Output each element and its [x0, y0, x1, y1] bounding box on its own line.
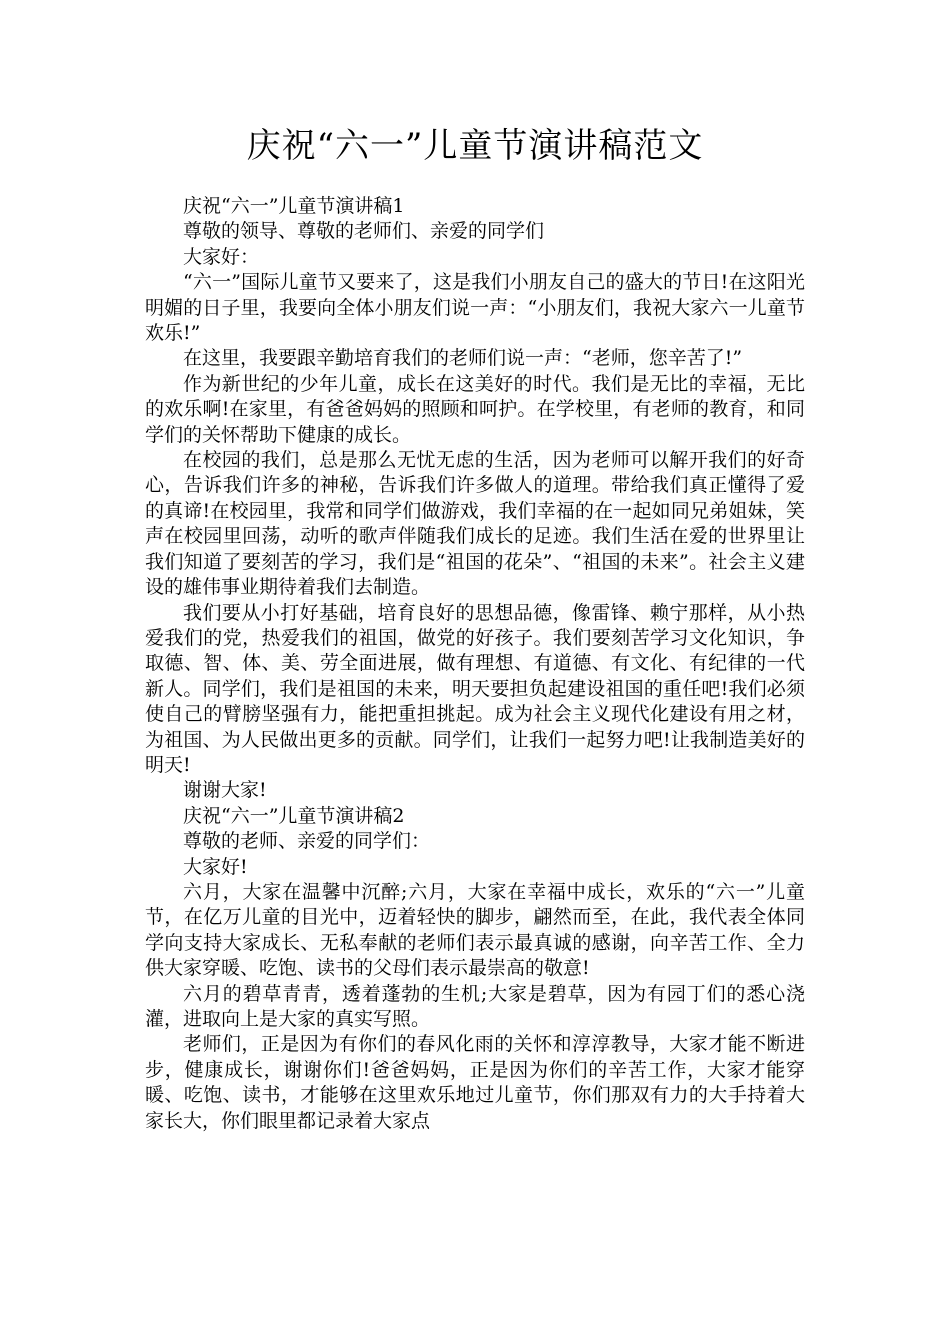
- paragraph: 我们要从小打好基础，培育良好的思想品德，像雷锋、赖宁那样，从小热爱我们的党，热爱我们的祖国，做党的好孩子。我们要刻苦学习文化知识，争取德、智、体、美、劳全面进展，做有理想、有道德、有文化、有纪律的一代新人。同学们，我们是祖国的未来，明天要担负起建设祖国的重任吧!我们必须使自己的臂膀坚强有力，能把重担挑起。成为社会主义现代化建设有用之材，为祖国、为人民做出更多的贡献。同学们，让我们一起努力吧!让我制造美好的明天!: [145, 601, 805, 776]
- paragraph: 在这里，我要跟辛勤培育我们的老师们说一声：“老师，您辛苦了!”: [183, 347, 743, 370]
- paragraph: 在校园的我们，总是那么无忧无虑的生活，因为老师可以解开我们的好奇心，告诉我们许多的神秘，告诉我们许多做人的道理。带给我们真正懂得了爱的真谛!在校园里，我常和同学们做游戏，我们幸福的在一起如同兄弟姐妹，笑声在校园里回荡，动听的歌声伴随我们成长的足迹。我们生活在爱的世界里让我们知道了要刻苦的学习，我们是“祖国的花朵”、“祖国的未来”。社会主义建设的雄伟事业期待着我们去制造。: [145, 449, 805, 599]
- document-body: [145, 194, 805, 1134]
- paragraph: 作为新世纪的少年儿童，成长在这美好的时代。我们是无比的幸福，无比的欢乐啊!在家里，有爸爸妈妈的照顾和呵护。在学校里，有老师的教育，和同学们的关怀帮助下健康的成长。: [145, 372, 805, 446]
- salutation: 尊敬的老师、亲爱的同学们：: [183, 830, 431, 853]
- paragraph: 六月，大家在温馨中沉醉;六月，大家在幸福中成长，欢乐的“六一”儿童节，在亿万儿童的目光中，迈着轻快的脚步，翩然而至，在此，我代表全体同学向支持大家成长、无私奉献的老师们表示最真诚的感谢，向辛苦工作、全力供大家穿暖、吃饱、读书的父母们表示最崇高的敬意!: [145, 880, 805, 980]
- paragraph: 六月的碧草青青，透着蓬勃的生机;大家是碧草，因为有园丁们的悉心浇灌，进取向上是大家的真实写照。: [145, 982, 805, 1030]
- greeting: 大家好：: [183, 245, 260, 268]
- salutation: 尊敬的领导、尊敬的老师们、亲爱的同学们: [183, 220, 545, 243]
- section-heading-2: 庆祝“六一”儿童节演讲稿2: [183, 804, 405, 827]
- greeting: 大家好!: [183, 855, 248, 878]
- paragraph: “六一”国际儿童节又要来了，这是我们小朋友自己的盛大的节日!在这阳光明媚的日子里，我要向全体小朋友们说一声：“小朋友们，我祝大家六一儿童节欢乐!”: [145, 271, 805, 345]
- document-page: [145, 120, 805, 1134]
- closing-thanks: 谢谢大家!: [183, 779, 267, 802]
- document-title: 庆祝“六一”儿童节演讲稿范文: [246, 126, 704, 166]
- section-heading-1: 庆祝“六一”儿童节演讲稿1: [183, 195, 405, 217]
- paragraph: 老师们，正是因为有你们的春风化雨的关怀和淳淳教导，大家才能不断进步，健康成长，谢谢你们!爸爸妈妈，正是因为你们的辛苦工作，大家才能穿暖、吃饱、读书，才能够在这里欢乐地过儿童节，你们那双有力的大手持着大家长大，你们眼里都记录着大家点: [145, 1033, 805, 1132]
